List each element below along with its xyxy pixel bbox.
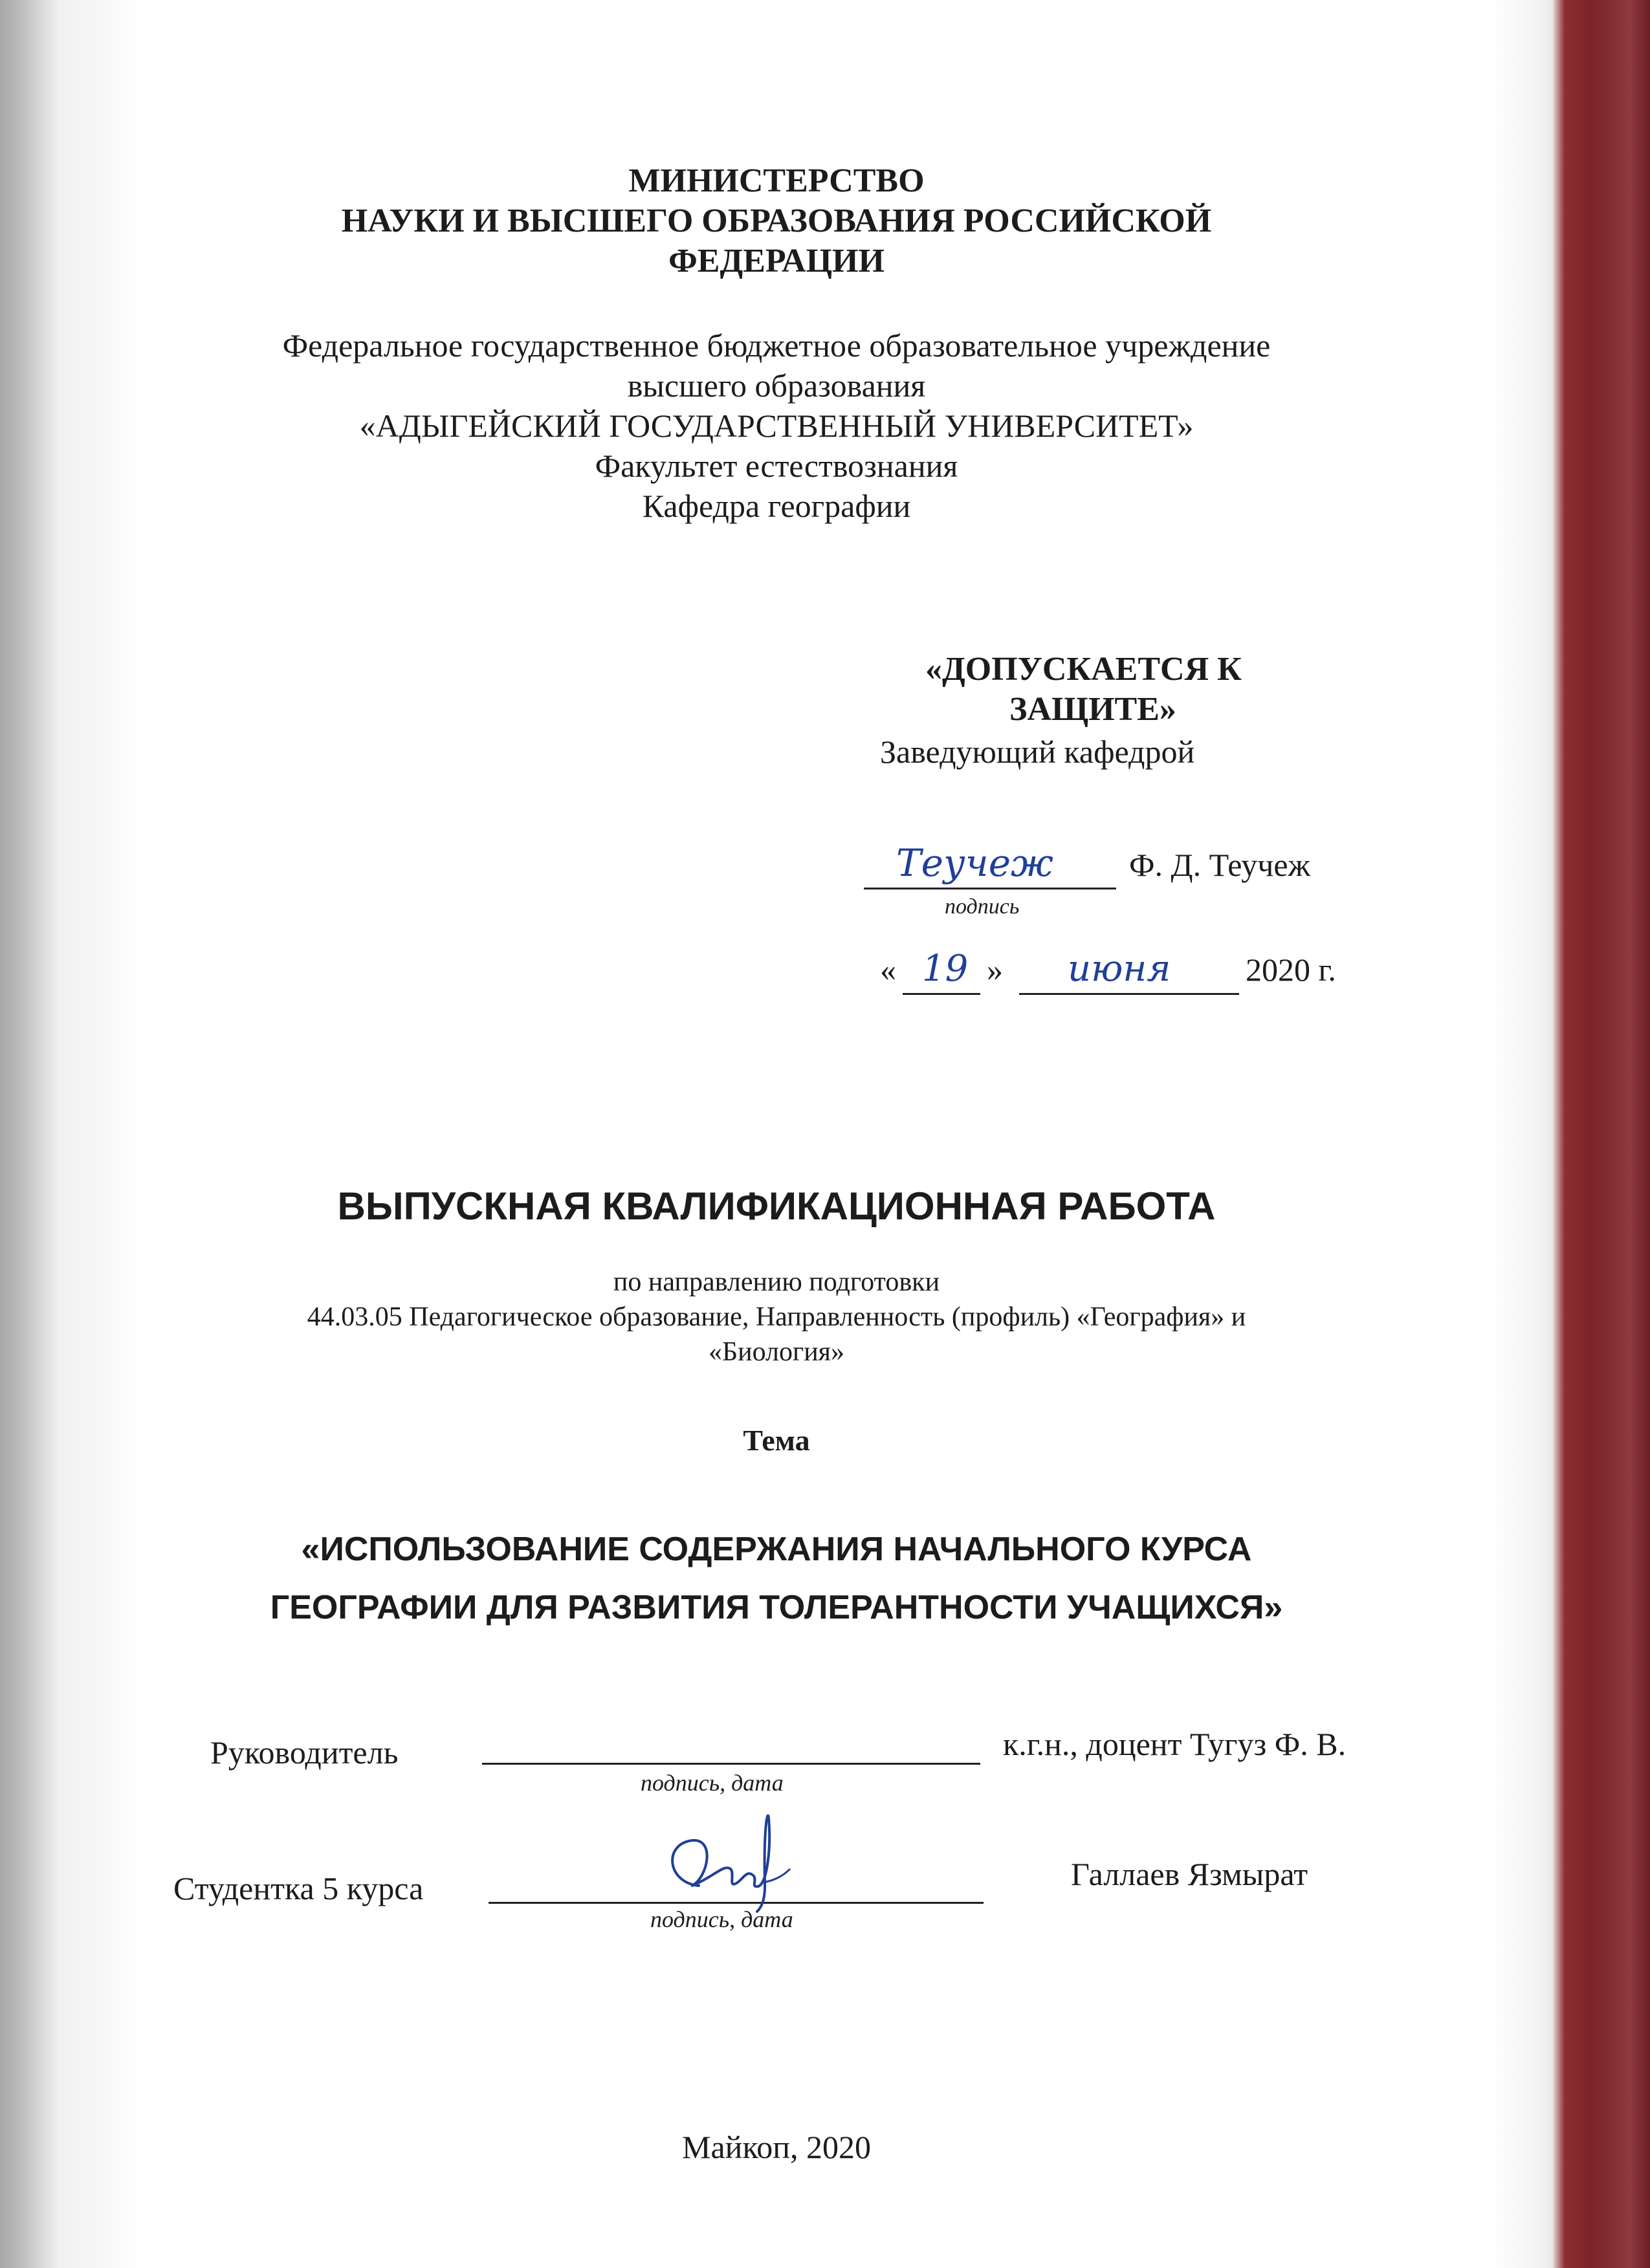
ministry-line-1: МИНИСТЕРСТВО	[628, 162, 925, 199]
date-month: июня	[1068, 948, 1171, 990]
head-signature-line	[864, 888, 1116, 889]
faculty-name: Факультет естествознания	[595, 448, 958, 484]
direction-line-1: 44.03.05 Педагогическое образование, Направленность (профиль) «География» и	[307, 1302, 1246, 1332]
date-close-quote: »	[987, 952, 1003, 988]
student-signature	[654, 1805, 802, 1921]
approval-stamp-line-2: ЗАЩИТЕ»	[1009, 691, 1176, 728]
date-year: 2020 г.	[1246, 952, 1336, 988]
supervisor-label: Руководитель	[210, 1734, 399, 1771]
ministry-line-2: НАУКИ И ВЫСШЕГО ОБРАЗОВАНИЯ РОССИЙСКОЙ	[341, 202, 1212, 239]
topic-label: Тема	[743, 1424, 810, 1457]
topic-line-2: ГЕОГРАФИИ ДЛЯ РАЗВИТИЯ ТОЛЕРАНТНОСТИ УЧАЩИХСЯ»	[270, 1589, 1283, 1626]
head-position: Заведующий кафедрой	[880, 734, 1195, 770]
date-day: 19	[922, 948, 969, 990]
ministry-line-3: ФЕДЕРАЦИИ	[668, 243, 885, 279]
student-name: Галлаев Язмырат	[1071, 1856, 1308, 1892]
institution-line-1: Федеральное государственное бюджетное образовательное учреждение	[282, 327, 1271, 364]
date-day-line	[903, 993, 980, 995]
place-and-year: Майкоп, 2020	[682, 2129, 871, 2165]
supervisor-name: к.г.н., доцент Тугуз Ф. В.	[1003, 1726, 1347, 1762]
head-signature: Теучеж	[896, 841, 1053, 885]
supervisor-signature-line	[482, 1763, 980, 1765]
direction-line-2: «Биология»	[708, 1337, 845, 1367]
date-month-line	[1019, 993, 1239, 995]
institution-line-2: высшего образования	[627, 367, 926, 404]
head-signature-caption: подпись	[945, 895, 1020, 919]
department-name: Кафедра географии	[642, 488, 911, 524]
date-open-quote: «	[880, 952, 896, 988]
head-name: Ф. Д. Теучеж	[1129, 847, 1311, 883]
work-title: ВЫПУСКНАЯ КВАЛИФИКАЦИОННАЯ РАБОТА	[337, 1184, 1216, 1228]
direction-label: по направлению подготовки	[613, 1267, 940, 1297]
supervisor-signature-caption: подпись, дата	[641, 1770, 784, 1796]
topic-line-1: «ИСПОЛЬЗОВАНИЕ СОДЕРЖАНИЯ НАЧАЛЬНОГО КУРСА	[301, 1531, 1252, 1568]
student-signature-caption: подпись, дата	[650, 1906, 793, 1932]
binding-cover-edge	[1553, 0, 1650, 2268]
approval-stamp-line-1: «ДОПУСКАЕТСЯ К	[925, 651, 1242, 688]
student-label: Студентка 5 курса	[173, 1870, 424, 1906]
university-name: «АДЫГЕЙСКИЙ ГОСУДАРСТВЕННЫЙ УНИВЕРСИТЕТ»	[359, 408, 1194, 444]
